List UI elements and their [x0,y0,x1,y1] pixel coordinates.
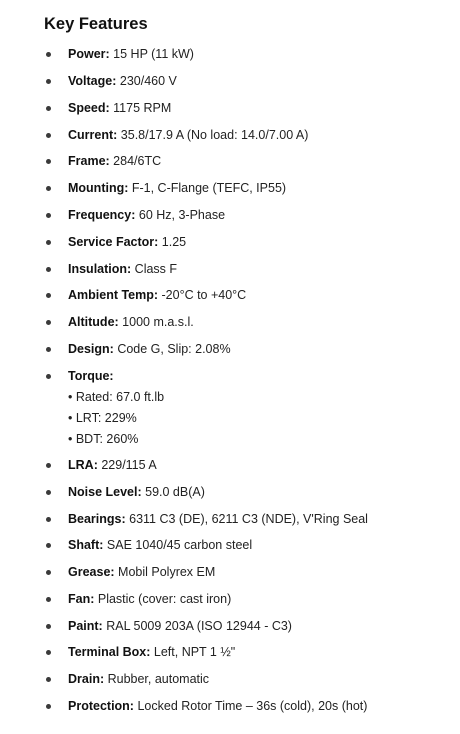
feature-text [68,286,246,304]
feature-label: Noise Level: [68,485,142,499]
feature-text [68,483,205,501]
section-heading: Key Features [44,15,148,33]
feature-label: Fan: [68,592,95,606]
feature-value: Mobil Polyrex EM [114,565,216,579]
bullet-icon [46,517,51,522]
bullet-icon [46,570,51,575]
feature-value: Class F [131,262,178,276]
bullet-icon [46,624,51,629]
bullet-icon [46,597,51,602]
feature-value: 6311 C3 (DE), 6211 C3 (NDE), V'Ring Seal [125,512,368,526]
bullet-icon [46,213,51,218]
feature-value: Plastic (cover: cast iron) [94,592,232,606]
bullet-icon [46,186,51,191]
feature-value: 1000 m.a.s.l. [118,315,194,329]
feature-text [68,152,161,170]
feature-text [68,126,308,144]
feature-label: Speed: [68,101,110,115]
bullet-icon [46,374,51,379]
feature-label: Grease: [68,565,115,579]
feature-text [68,233,186,251]
feature-value: 229/115 A [97,458,157,472]
feature-text [68,313,194,331]
bullet-icon [46,320,51,325]
sub-list-item: • BDT: 260% [68,432,139,446]
feature-label: Insulation: [68,262,132,276]
feature-value: -20°C to +40°C [158,288,247,302]
bullet-icon [46,463,51,468]
feature-value: Left, NPT 1 ½" [150,645,236,659]
feature-label: Frequency: [68,208,136,222]
feature-value: F-1, C-Flange (TEFC, IP55) [128,181,287,195]
feature-text [68,510,368,528]
feature-label: Power: [68,47,110,61]
feature-text [68,643,235,661]
feature-text [68,536,252,554]
feature-value: SAE 1040/45 carbon steel [103,538,253,552]
feature-text [68,697,367,715]
feature-text [68,72,177,90]
feature-text [68,206,225,224]
sub-list-item: • LRT: 229% [68,411,137,425]
bullet-icon [46,52,51,57]
bullet-icon [46,267,51,272]
bullet-icon [46,650,51,655]
bullet-icon [46,79,51,84]
feature-value: 60 Hz, 3-Phase [135,208,226,222]
bullet-icon [46,106,51,111]
feature-text [68,99,171,117]
feature-label: Altitude: [68,315,119,329]
bullet-icon [46,133,51,138]
feature-text [68,367,114,385]
feature-label: Current: [68,128,118,142]
bullet-icon [46,159,51,164]
feature-label: Bearings: [68,512,126,526]
feature-text [68,617,292,635]
feature-value: 59.0 dB(A) [141,485,205,499]
feature-value: 1175 RPM [109,101,172,115]
feature-text [68,340,231,358]
bullet-icon [46,293,51,298]
feature-text [68,670,209,688]
bullet-icon [46,677,51,682]
feature-value: 1.25 [158,235,187,249]
feature-label: Design: [68,342,114,356]
feature-value: 230/460 V [116,74,177,88]
feature-label: Terminal Box: [68,645,151,659]
bullet-icon [46,704,51,709]
feature-value: 35.8/17.9 A (No load: 14.0/7.00 A) [117,128,309,142]
feature-label: Ambient Temp: [68,288,159,302]
feature-text [68,563,215,581]
feature-label: Torque: [68,369,114,383]
feature-text [68,179,286,197]
feature-label: Paint: [68,619,103,633]
feature-text [68,590,231,608]
feature-value: Code G, Slip: 2.08% [113,342,231,356]
feature-value: Rubber, automatic [104,672,210,686]
feature-label: Mounting: [68,181,129,195]
bullet-icon [46,543,51,548]
feature-text [68,260,177,278]
feature-text [68,456,157,474]
feature-text [68,45,194,63]
feature-value: Locked Rotor Time – 36s (cold), 20s (hot) [133,699,368,713]
feature-label: LRA: [68,458,98,472]
feature-label: Drain: [68,672,105,686]
torque-sub-list [68,388,164,451]
feature-label: Service Factor: [68,235,159,249]
bullet-icon [46,347,51,352]
bullet-icon [46,240,51,245]
feature-label: Voltage: [68,74,117,88]
feature-value: 15 HP (11 kW) [109,47,194,61]
sub-list-item: • Rated: 67.0 ft.lb [68,390,165,404]
bullet-icon [46,490,51,495]
feature-value: RAL 5009 203A (ISO 12944 - C3) [102,619,292,633]
feature-label: Protection: [68,699,134,713]
feature-label: Frame: [68,154,110,168]
feature-value: 284/6TC [109,154,162,168]
feature-label: Shaft: [68,538,104,552]
